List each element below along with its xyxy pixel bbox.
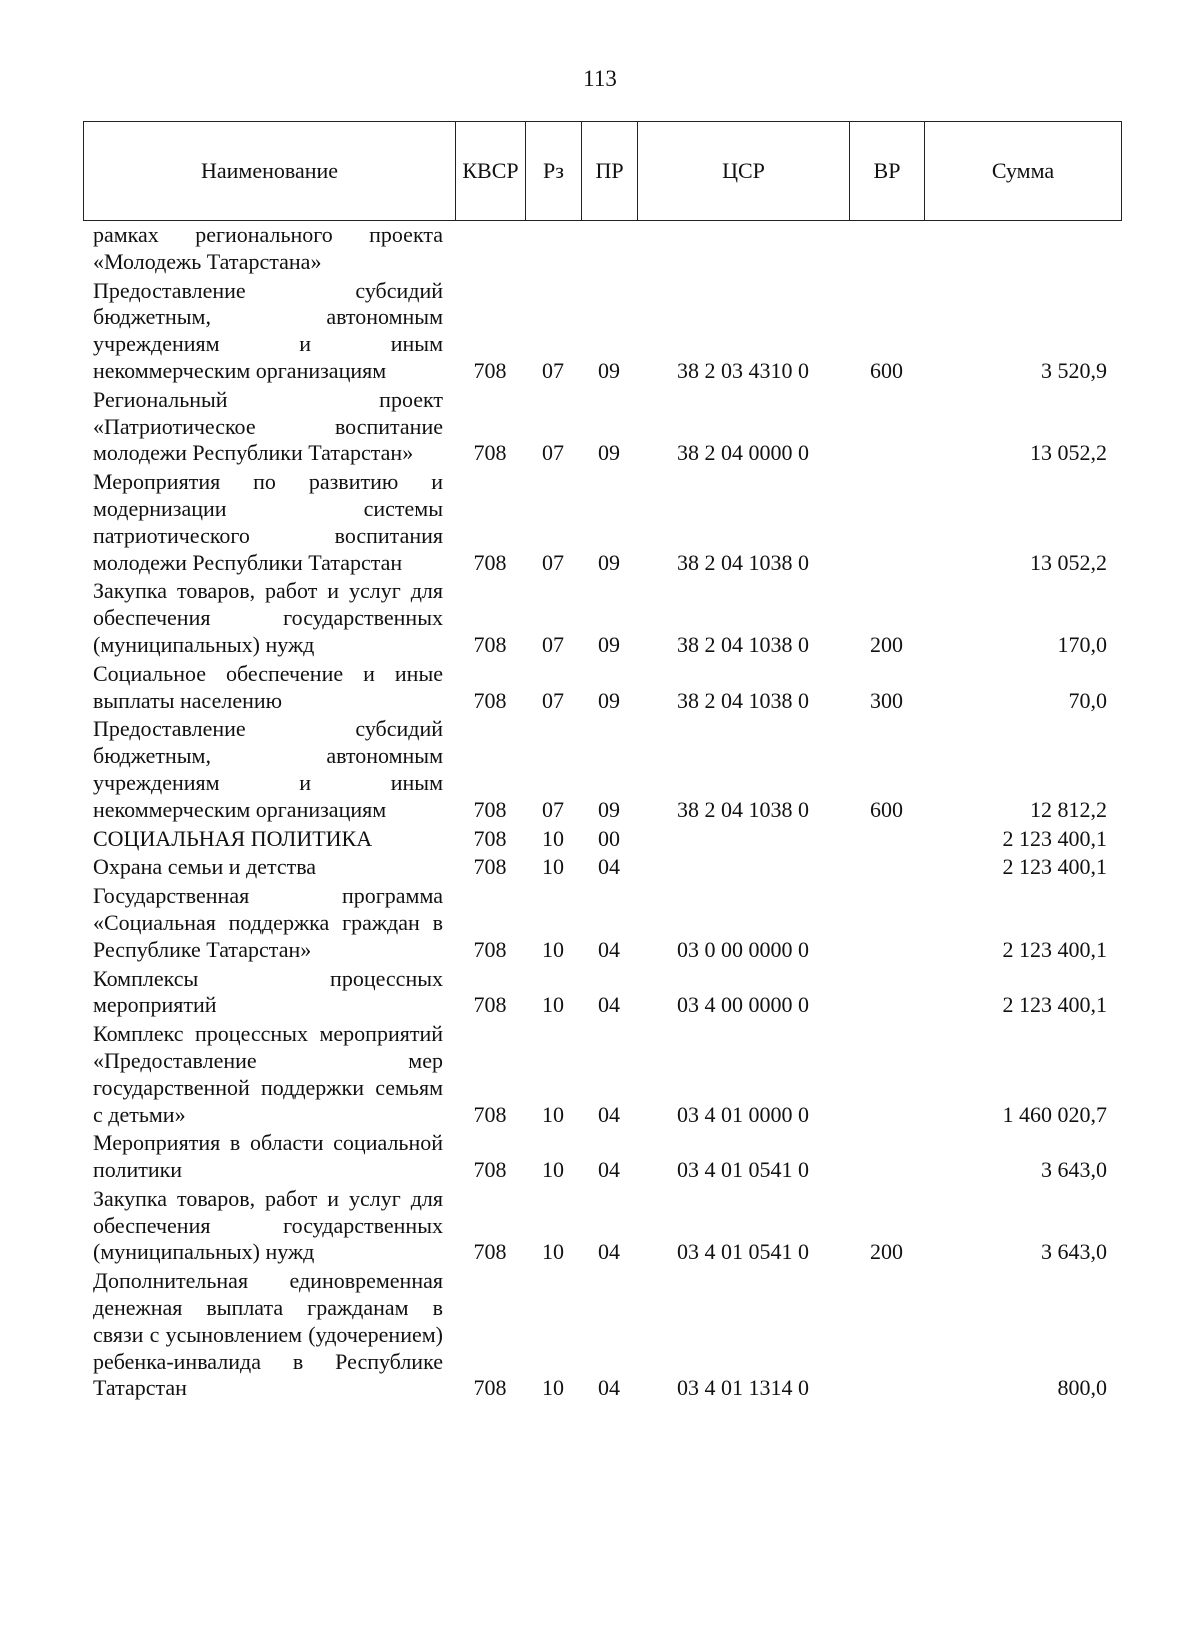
- cell-name: Комплексы процессных мероприятий: [93, 965, 443, 1018]
- table-row: [83, 714, 1121, 823]
- table-row: [83, 1266, 1121, 1402]
- cell-sum: 170,0: [1057, 631, 1107, 657]
- table-row: [83, 467, 1121, 576]
- cell-name: Охрана семьи и детства: [93, 854, 317, 880]
- cell-pr: 09: [598, 796, 620, 822]
- table-row: [83, 1128, 1121, 1184]
- cell-csr: 38 2 04 1038 0: [677, 796, 809, 822]
- cell-kvsr: 708: [473, 936, 507, 962]
- column-header-rz: Рз: [526, 122, 582, 221]
- table-row: [83, 659, 1121, 715]
- budget-table: [83, 222, 1121, 1402]
- cell-csr: [637, 824, 849, 853]
- cell-vr: 600: [870, 357, 903, 383]
- cell-kvsr: 708: [473, 357, 507, 383]
- cell-sum: 800,0: [1057, 1375, 1107, 1401]
- cell-sum: 3 520,9: [1041, 357, 1107, 383]
- cell-name: Предоставление субсидий бюджетным, автономным учреждениям и иным некоммерческим организациям: [93, 716, 443, 822]
- cell-name: Социальное обеспечение и иные выплаты населению: [93, 660, 443, 713]
- cell-vr: [849, 964, 924, 1020]
- cell-rz: 10: [542, 1101, 564, 1127]
- cell-sum: 1 460 020,7: [1002, 1101, 1107, 1127]
- cell-name: Мероприятия по развитию и модернизации системы патриотического воспитания молодежи Республики Татарстан: [93, 469, 443, 575]
- cell-vr: [849, 881, 924, 963]
- cell-name: Предоставление субсидий бюджетным, автономным учреждениям и иным некоммерческим организациям: [93, 277, 443, 383]
- cell-pr: 00: [598, 825, 620, 851]
- cell-sum: 70,0: [1068, 687, 1107, 713]
- column-header-vr: ВР: [850, 122, 925, 221]
- cell-pr: 04: [598, 1101, 620, 1127]
- cell-rz: 10: [542, 992, 564, 1018]
- cell-kvsr: 708: [473, 796, 507, 822]
- cell-vr: [849, 824, 924, 853]
- cell-vr: 300: [870, 687, 903, 713]
- cell-sum: 2 123 400,1: [1002, 854, 1107, 880]
- cell-csr: 03 0 00 0000 0: [677, 936, 809, 962]
- cell-name: Закупка товаров, работ и услуг для обеспечения государственных (муниципальных) нужд: [93, 578, 443, 657]
- cell-csr: 38 2 04 1038 0: [677, 687, 809, 713]
- cell-pr: 09: [598, 357, 620, 383]
- cell-pr: 04: [598, 854, 620, 880]
- cell-csr: 38 2 04 0000 0: [677, 440, 809, 466]
- cell-sum: 13 052,2: [1030, 440, 1107, 466]
- cell-rz: 07: [542, 549, 564, 575]
- cell-pr: 04: [598, 936, 620, 962]
- cell-pr: 09: [598, 549, 620, 575]
- cell-kvsr: 708: [473, 825, 507, 851]
- column-header-csr: ЦСР: [638, 122, 850, 221]
- cell-vr: [849, 222, 924, 276]
- cell-rz: 07: [542, 440, 564, 466]
- table-row: [83, 576, 1121, 658]
- cell-name: Дополнительная единовременная денежная выплата гражданам в связи с усыновлением (удочерением) ребенка-инвалида в Республике Татарстан: [93, 1268, 443, 1401]
- cell-vr: [849, 385, 924, 467]
- cell-rz: 10: [542, 825, 564, 851]
- cell-sum: 13 052,2: [1030, 549, 1107, 575]
- cell-csr: 03 4 00 0000 0: [677, 992, 809, 1018]
- cell-csr: 03 4 01 0541 0: [677, 1157, 809, 1183]
- cell-vr: [849, 467, 924, 576]
- cell-kvsr: 708: [473, 440, 507, 466]
- cell-name: Региональный проект «Патриотическое воспитание молодежи Республики Татарстан»: [93, 386, 443, 466]
- cell-pr: 09: [598, 631, 620, 657]
- column-header-sum: Сумма: [925, 122, 1122, 221]
- cell-kvsr: 708: [473, 687, 507, 713]
- cell-rz: 10: [542, 854, 564, 880]
- table-row: [83, 385, 1121, 467]
- cell-csr: [637, 222, 849, 276]
- cell-vr: 600: [870, 796, 903, 822]
- cell-sum: 2 123 400,1: [1002, 992, 1107, 1018]
- cell-sum: 12 812,2: [1030, 796, 1107, 822]
- cell-name: Государственная программа «Социальная поддержка граждан в Республике Татарстан»: [93, 883, 443, 962]
- cell-rz: 10: [542, 936, 564, 962]
- table-row: [83, 1019, 1121, 1128]
- cell-rz: 07: [542, 796, 564, 822]
- cell-sum: 2 123 400,1: [1002, 825, 1107, 851]
- cell-pr: [581, 222, 637, 276]
- cell-pr: 04: [598, 1157, 620, 1183]
- cell-name: СОЦИАЛЬНАЯ ПОЛИТИКА: [93, 825, 373, 851]
- cell-name: Мероприятия в области социальной политики: [93, 1130, 443, 1183]
- table-row: [83, 222, 1121, 276]
- page-number: 113: [583, 66, 617, 91]
- cell-rz: 07: [542, 687, 564, 713]
- cell-pr: 04: [598, 1375, 620, 1401]
- cell-csr: 03 4 01 0000 0: [677, 1101, 809, 1127]
- cell-rz: 10: [542, 1157, 564, 1183]
- cell-csr: 38 2 04 1038 0: [677, 549, 809, 575]
- cell-sum: 2 123 400,1: [1002, 936, 1107, 962]
- column-header-kvsr: КВСР: [456, 122, 526, 221]
- column-header-name: Наименование: [84, 122, 456, 221]
- cell-sum: [924, 222, 1121, 276]
- cell-rz: 10: [542, 1375, 564, 1401]
- table-row: [83, 1184, 1121, 1266]
- cell-sum: 3 643,0: [1041, 1239, 1107, 1265]
- cell-kvsr: 708: [473, 549, 507, 575]
- cell-csr: [637, 852, 849, 881]
- cell-pr: 09: [598, 687, 620, 713]
- cell-vr: [849, 1266, 924, 1402]
- cell-rz: 07: [542, 357, 564, 383]
- cell-sum: 3 643,0: [1041, 1157, 1107, 1183]
- cell-kvsr: 708: [473, 1375, 507, 1401]
- cell-rz: 10: [542, 1239, 564, 1265]
- cell-kvsr: 708: [473, 1239, 507, 1265]
- table-body: [83, 222, 1121, 1402]
- cell-name: Закупка товаров, работ и услуг для обеспечения государственных (муниципальных) нужд: [93, 1185, 443, 1265]
- cell-kvsr: 708: [473, 1101, 507, 1127]
- cell-name: рамках регионального проекта «Молодежь Татарстана»: [93, 222, 443, 274]
- table-row: [83, 824, 1121, 853]
- cell-kvsr: 708: [473, 854, 507, 880]
- cell-rz: [525, 222, 581, 276]
- cell-pr: 09: [598, 440, 620, 466]
- cell-name: Комплекс процессных мероприятий «Предоставление мер государственной поддержки семьям с детьми»: [93, 1021, 443, 1127]
- cell-pr: 04: [598, 1239, 620, 1265]
- cell-kvsr: 708: [473, 631, 507, 657]
- table-row: [83, 852, 1121, 881]
- table-row: [83, 964, 1121, 1020]
- column-header-pr: ПР: [582, 122, 638, 221]
- cell-vr: 200: [870, 1239, 903, 1265]
- cell-kvsr: [455, 222, 525, 276]
- cell-kvsr: 708: [473, 992, 507, 1018]
- cell-rz: 07: [542, 631, 564, 657]
- cell-vr: [849, 1128, 924, 1184]
- cell-vr: [849, 852, 924, 881]
- cell-csr: 38 2 03 4310 0: [677, 357, 809, 383]
- cell-kvsr: 708: [473, 1157, 507, 1183]
- table-row: [83, 881, 1121, 963]
- table-header: [83, 121, 1122, 221]
- cell-pr: 04: [598, 992, 620, 1018]
- cell-csr: 03 4 01 0541 0: [677, 1239, 809, 1265]
- cell-csr: 38 2 04 1038 0: [677, 631, 809, 657]
- cell-csr: 03 4 01 1314 0: [677, 1375, 809, 1401]
- table-row: [83, 276, 1121, 385]
- cell-vr: [849, 1019, 924, 1128]
- cell-vr: 200: [870, 631, 903, 657]
